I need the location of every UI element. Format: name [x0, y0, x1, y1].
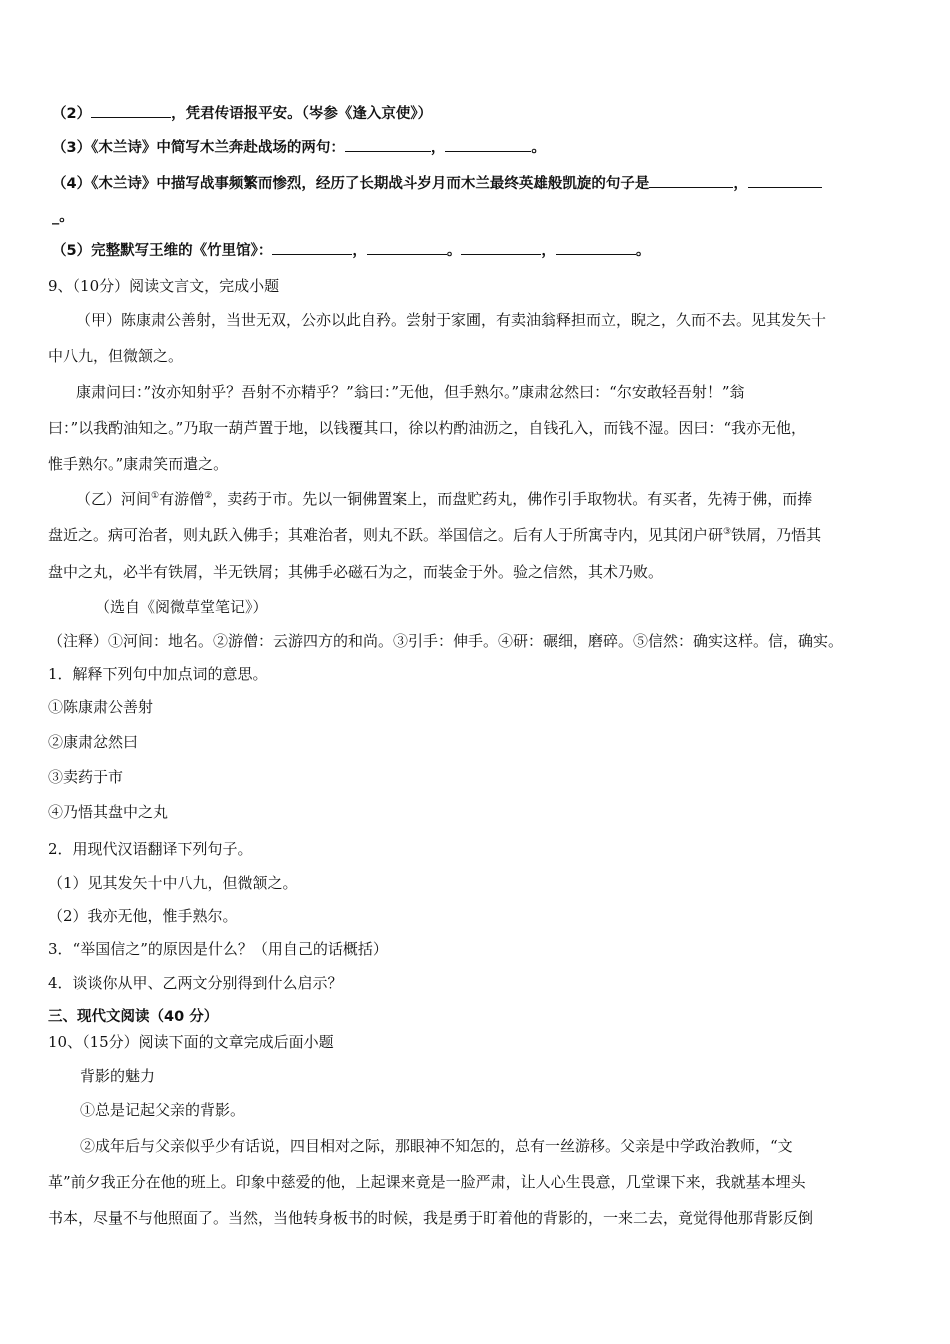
answer-blank[interactable] — [91, 103, 171, 118]
q4-sep: ， — [733, 176, 748, 192]
q5-text: （5）完整默写王维的《竹里馆》： — [52, 243, 273, 259]
q4-text: （4）《木兰诗》中描写战事频繁而惨烈，经历了长期战斗岁月而木兰最终英雄般凯旋的句子是 — [52, 176, 650, 192]
sub-question-4: 4．谈谈你从甲、乙两文分别得到什么启示？ — [48, 974, 343, 992]
q2-text: ，凭君传语报平安。（岑参《逢入京使》） — [171, 106, 433, 122]
answer-blank[interactable] — [345, 137, 431, 152]
q5-sep1: ， — [352, 243, 367, 259]
q10-title: 10、（15分）阅读下面的文章完成后面小题 — [48, 1033, 334, 1051]
passage-jia-line: 曰：”以我酌油知之。”乃取一葫芦置于地，以钱覆其口，徐以杓酌油沥之，自钱孔入，而钱不湿。因曰：“我亦无他， — [48, 419, 807, 437]
passage-yi-line — [76, 488, 812, 510]
q9-title: 9、（10分）阅读文言文，完成小题 — [48, 277, 280, 295]
answer-blank[interactable] — [556, 240, 636, 255]
passage-jia-line: 中八九，但微颔之。 — [48, 347, 184, 365]
fill-in-q5 — [52, 240, 650, 262]
passage-yi-line: 盘中之丸，必半有铁屑，半无铁屑；其佛手必磁石为之，而装金于外。验之信然，其术乃败。 — [48, 563, 664, 581]
sub-question-item: ④乃悟其盘中之丸 — [48, 803, 169, 821]
sub-question-1: 1．解释下列句中加点词的意思。 — [48, 665, 268, 683]
sub-question-item: ③卖药于市 — [48, 768, 124, 786]
article-paragraph: 书本，尽量不与他照面了。当然，当他转身板书的时候，我是勇于盯着他的背影的，一来二去，竟觉得他那背影反倒 — [48, 1209, 814, 1227]
answer-blank[interactable] — [461, 240, 541, 255]
footnote-mark: ① — [151, 491, 160, 501]
yi-text: 盘近之。病可治者，则丸跃入佛手；其难治者，则丸不跃。举国信之。后有人于所寓寺内，见其闭户研 — [48, 526, 724, 544]
fill-in-q3 — [52, 137, 546, 159]
yi-text: 铁屑，乃悟其 — [731, 526, 822, 544]
sub-question-item: （1）见其发矢十中八九，但微颔之。 — [48, 874, 298, 892]
sub-question-3: 3．“举国信之”的原因是什么？（用自己的话概括） — [48, 940, 388, 958]
answer-blank[interactable] — [445, 137, 531, 152]
q3-end: 。 — [531, 140, 546, 156]
answer-blank[interactable] — [649, 173, 733, 188]
article-title: 背影的魅力 — [80, 1067, 156, 1085]
answer-blank[interactable] — [272, 240, 352, 255]
sub-question-item: ①陈康肃公善射 — [48, 698, 154, 716]
passage-yi-line — [48, 524, 821, 546]
answer-blank[interactable] — [367, 240, 447, 255]
q4-continuation: _。 — [52, 209, 74, 225]
sub-question-item: ②康肃忿然曰 — [48, 733, 139, 751]
passage-jia-line: （甲）陈康肃公善射，当世无双，公亦以此自矜。尝射于家圃，有卖油翁释担而立，睨之，久而不去。见其发矢十 — [76, 311, 827, 329]
q2-number: （2） — [52, 106, 92, 122]
sub-question-item: （2）我亦无他，惟手熟尔。 — [48, 907, 238, 925]
section-heading: 三、现代文阅读（40 分） — [48, 1009, 219, 1025]
fill-in-q4 — [52, 173, 822, 195]
sub-question-2: 2．用现代汉语翻译下列句子。 — [48, 840, 253, 858]
article-paragraph: 革”前夕我正分在他的班上。印象中慈爱的他，上起课来竟是一脸严肃，让人心生畏意，几堂课下来，我就基本埋头 — [48, 1173, 806, 1191]
passage-notes: （注释）①河间：地名。②游僧：云游四方的和尚。③引手：伸手。④研：碾细，磨碎。⑤信然：确实这样。信，确实。 — [48, 632, 844, 650]
q5-end1: 。 — [446, 243, 462, 259]
fill-in-q4-cont — [52, 206, 74, 228]
q3-sep: ， — [430, 140, 446, 156]
article-paragraph: ②成年后与父亲似乎少有话说，四目相对之际，那眼神不知怎的，总有一丝游移。父亲是中学政治教师，“文 — [80, 1137, 793, 1155]
q5-end2: 。 — [635, 243, 651, 259]
footnote-mark: ② — [204, 491, 213, 501]
passage-jia-line: 惟手熟尔。”康肃笑而遣之。 — [48, 455, 229, 473]
yi-text: ，卖药于市。先以一铜佛置案上，而盘贮药丸，佛作引手取物状。有买者，先祷于佛，而捧 — [212, 490, 813, 508]
passage-source: （选自《阅微草堂笔记》） — [95, 598, 268, 616]
answer-blank[interactable] — [748, 173, 822, 188]
fill-in-q2 — [52, 103, 432, 125]
q5-sep2: ， — [541, 243, 556, 259]
yi-text: （乙）河间 — [76, 490, 152, 508]
footnote-mark: ③ — [723, 527, 732, 537]
q3-text: （3）《木兰诗》中简写木兰奔赴战场的两句： — [52, 140, 345, 156]
passage-jia-line: 康肃问曰：”汝亦知射乎？吾射不亦精乎？”翁曰：”无他，但手熟尔。”康肃忿然曰：“尔安敢轻吾射！”翁 — [76, 383, 745, 401]
yi-text: 有游僧 — [159, 490, 205, 508]
article-paragraph: ①总是记起父亲的背影。 — [80, 1101, 246, 1119]
